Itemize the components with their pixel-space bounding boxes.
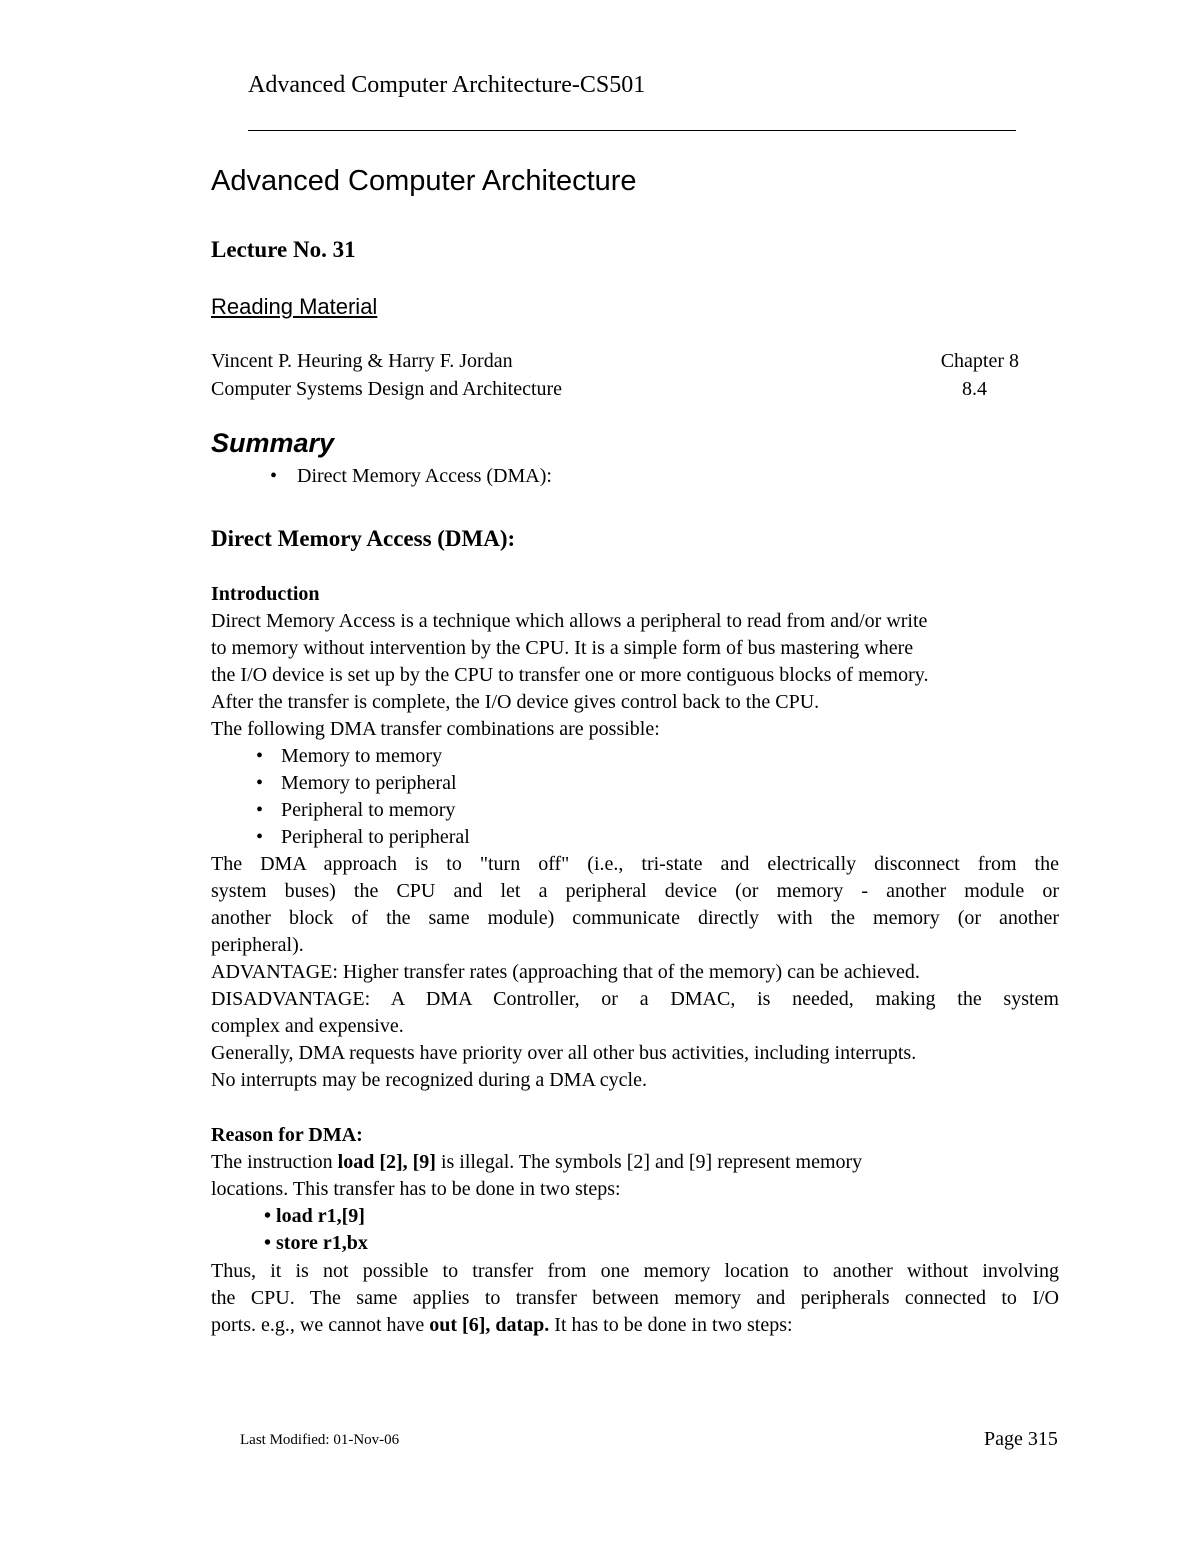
reason-paragraph — [211, 1149, 1059, 1203]
bullet-icon: • — [256, 826, 264, 848]
bullet-icon: • — [256, 745, 264, 767]
reference-row — [211, 378, 1019, 401]
text-line: system buses) the CPU and let a peripheral device (or memory - another module or — [211, 880, 1059, 902]
text-fragment: The instruction — [211, 1151, 338, 1173]
text-line: No interrupts may be recognized during a DMA cycle. — [211, 1069, 647, 1091]
summary-heading: Summary — [211, 428, 335, 458]
step-item — [264, 1203, 365, 1230]
advantage-line: ADVANTAGE: Higher transfer rates (approaching that of the memory) can be achieved. — [211, 961, 920, 983]
last-modified: Last Modified: 01-Nov-06 — [240, 1432, 400, 1448]
summary-item — [270, 465, 552, 488]
page-title: Advanced Computer Architecture — [211, 165, 637, 197]
reason-heading: Reason for DMA: — [211, 1124, 363, 1146]
text-line: After the transfer is complete, the I/O device gives control back to the CPU. — [211, 691, 820, 713]
reference-author: Vincent P. Heuring & Harry F. Jordan — [211, 350, 513, 372]
reference-book: Computer Systems Design and Architecture — [211, 378, 563, 400]
text-line: the I/O device is set up by the CPU to transfer one or more contiguous blocks of memory. — [211, 664, 929, 686]
thus-paragraph — [211, 1258, 1059, 1339]
step-item — [264, 1230, 368, 1257]
approach-paragraph — [211, 851, 1059, 1094]
summary-item-text: Direct Memory Access (DMA): — [297, 465, 552, 487]
text-line: The following DMA transfer combinations are possible: — [211, 718, 660, 740]
section-heading: Direct Memory Access (DMA): — [211, 526, 516, 551]
reference-section: 8.4 — [962, 378, 987, 400]
intro-paragraph — [211, 608, 1059, 743]
disadvantage-line: DISADVANTAGE: A DMA Controller, or a DMAC, is needed, making the system — [211, 988, 1059, 1010]
text-line: peripheral). — [211, 934, 304, 956]
text-line: another block of the same module) communicate directly with the memory (or another — [211, 907, 1059, 929]
code-fragment: load [2], [9] — [337, 1151, 436, 1173]
text-fragment: is illegal. The symbols [2] and [9] represent memory — [435, 1151, 863, 1173]
text-fragment: ports. e.g., we cannot have — [211, 1314, 430, 1336]
reading-material-heading: Reading Material — [211, 294, 378, 319]
list-item-text: Memory to memory — [281, 745, 443, 767]
text-line: to memory without intervention by the CPU. It is a simple form of bus mastering where — [211, 637, 914, 659]
text-line: Direct Memory Access is a technique which allows a peripheral to read from and/or write — [211, 610, 928, 632]
bullet-icon: • — [256, 799, 264, 821]
bullet-icon: • — [256, 772, 264, 794]
text-line: Generally, DMA requests have priority over all other bus activities, including interrupts. — [211, 1042, 917, 1064]
disadvantage-line: complex and expensive. — [211, 1015, 404, 1037]
list-item-text: Peripheral to peripheral — [281, 826, 470, 848]
text-line: locations. This transfer has to be done in two steps: — [211, 1178, 621, 1200]
text-line: the CPU. The same applies to transfer between memory and peripherals connected to I/O — [211, 1287, 1059, 1309]
page-number: Page 315 — [984, 1428, 1058, 1450]
reference-chapter: Chapter 8 — [940, 350, 1019, 372]
course-header: Advanced Computer Architecture-CS501 — [248, 72, 646, 98]
text-line — [211, 1312, 1059, 1339]
list-item-text: Peripheral to memory — [281, 799, 456, 821]
reason-line — [211, 1149, 1059, 1176]
list-item-text: Memory to peripheral — [281, 772, 457, 794]
bullet-icon: • — [264, 1232, 272, 1254]
header-rule — [248, 130, 1016, 131]
step-text: store r1,bx — [276, 1232, 368, 1254]
step-text: load r1,[9] — [276, 1205, 365, 1227]
lecture-number: Lecture No. 31 — [211, 237, 356, 262]
text-line: The DMA approach is to "turn off" (i.e., tri-state and electrically disconnect from the — [211, 853, 1059, 875]
bullet-icon: • — [270, 465, 278, 487]
code-fragment: out [6], datap. — [429, 1314, 550, 1336]
bullet-icon: • — [264, 1205, 272, 1227]
intro-heading: Introduction — [211, 583, 320, 605]
text-line: Thus, it is not possible to transfer from one memory location to another without involving — [211, 1260, 1059, 1282]
text-fragment: It has to be done in two steps: — [549, 1314, 793, 1336]
reference-row — [211, 350, 1019, 373]
